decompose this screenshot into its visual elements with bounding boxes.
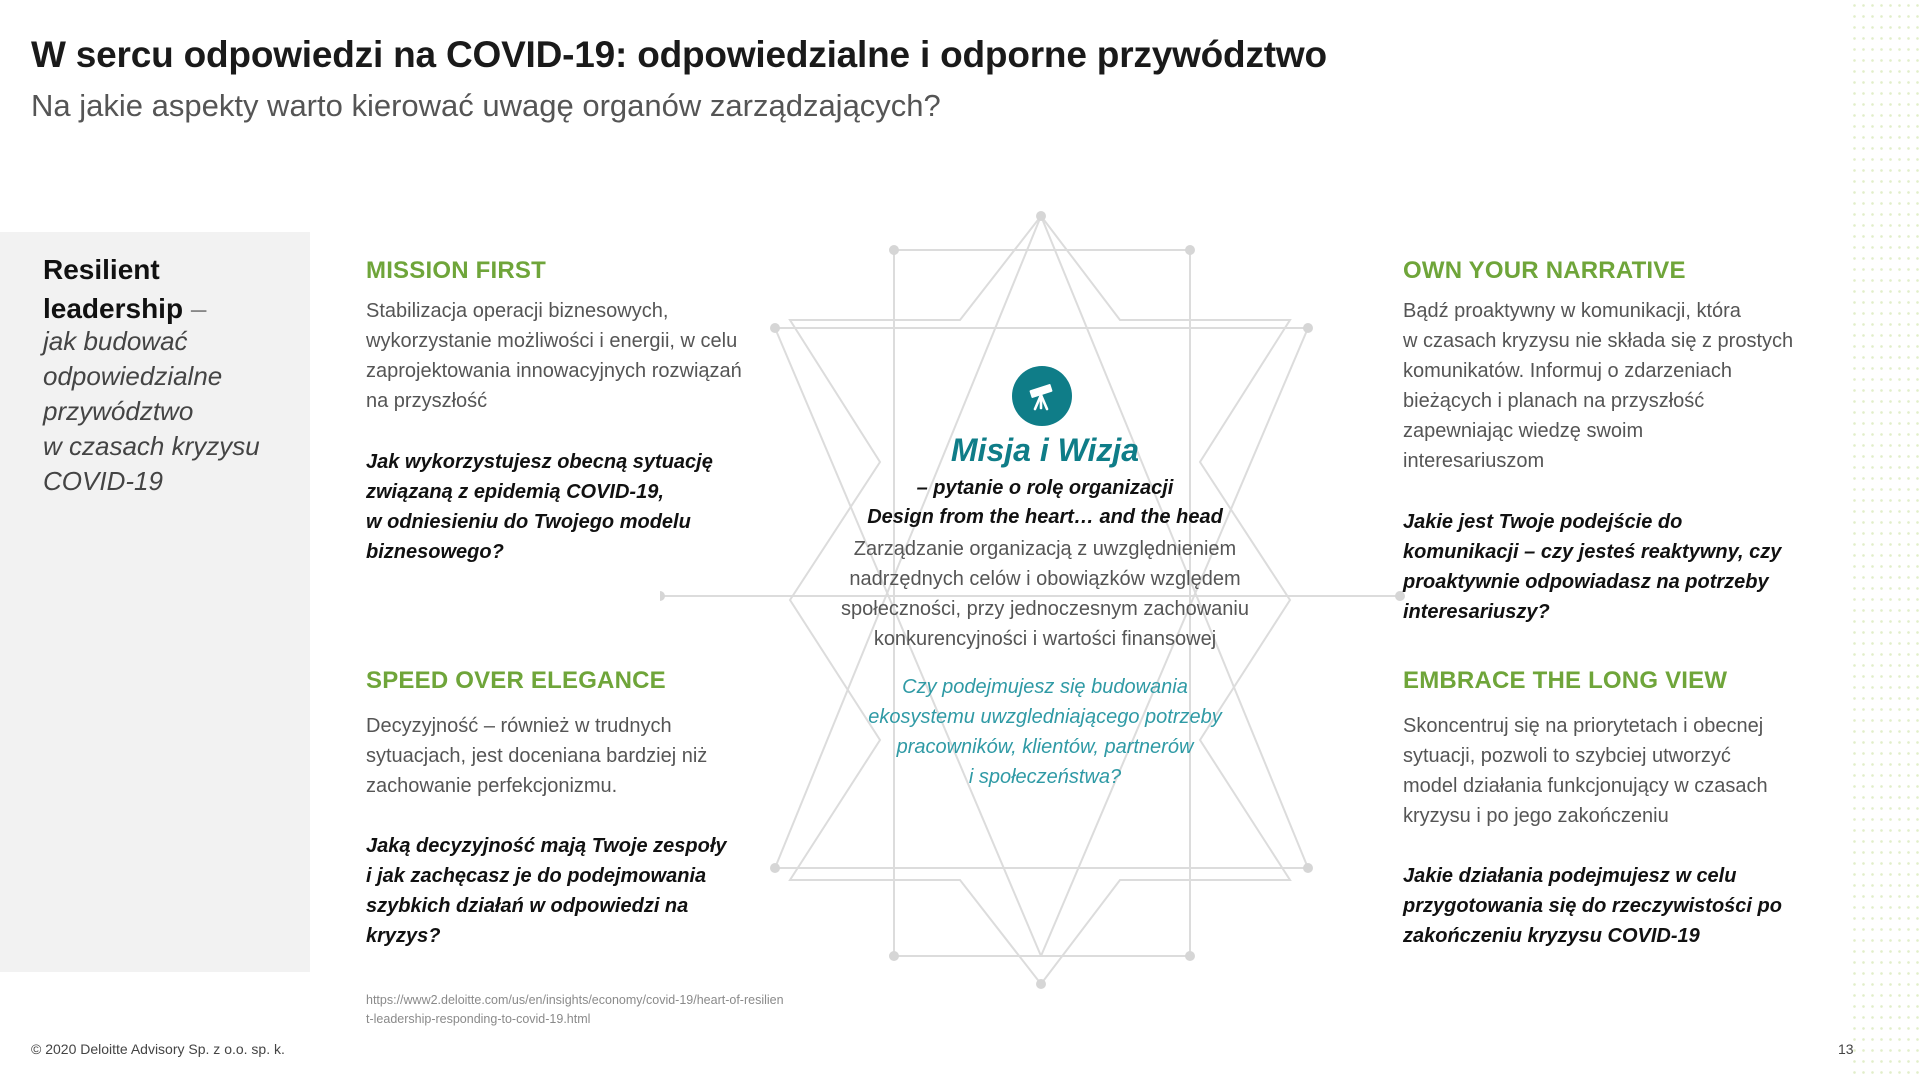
diagram-node (1185, 245, 1195, 255)
question-line: interesariuszy? (1403, 601, 1550, 623)
page-title: W sercu odpowiedzi na COVID-19: odpowiedzialne i odporne przywództwo (31, 34, 1327, 75)
page-number: 13 (1838, 1041, 1854, 1057)
sidebar-panel (0, 232, 310, 972)
text-line: Skoncentruj się na priorytetach i obecnej (1403, 715, 1764, 737)
telescope-icon (1012, 366, 1072, 426)
text-line: w czasach kryzysu nie składa się z prostych (1403, 330, 1794, 352)
question-line: Jaką decyzyjność mają Twoje zespoły (366, 835, 727, 857)
text-line: bieżących i planach na przyszłość (1403, 390, 1705, 412)
embrace-the-long-view-question (1403, 861, 1843, 951)
center-question (840, 672, 1250, 792)
question-line: i społeczeństwa? (968, 766, 1122, 788)
text-line: zapewniając wiedzę swoim (1403, 420, 1644, 442)
text-line: kryzysu i po jego zakończeniu (1403, 805, 1669, 827)
question-line: Jak wykorzystujesz obecną sytuację (366, 451, 713, 473)
question-line: Jakie jest Twoje podejście do (1403, 511, 1683, 533)
mission-first-text (366, 296, 806, 416)
text-line: sytuacjach, jest doceniana bardziej niż (366, 745, 708, 767)
question-line: komunikacji – czy jesteś reaktywny, czy (1403, 541, 1782, 563)
sidebar-subtitle (43, 324, 293, 499)
text-line: wykorzystanie możliwości i energii, w celu (366, 330, 738, 352)
sidebar-dash: – (183, 293, 207, 324)
diagram-node (1303, 863, 1313, 873)
text-line: Stabilizacja operacji biznesowych, (366, 300, 669, 322)
question-line: Czy podejmujesz się budowania (902, 676, 1188, 698)
question-line: zakończeniu kryzysu COVID-19 (1403, 925, 1700, 947)
decorative-dot-pattern (1850, 0, 1920, 1080)
diagram-node (889, 951, 899, 961)
question-line: proaktywnie odpowiadasz na potrzeby (1403, 571, 1769, 593)
question-line: w odniesieniu do Twojego modelu (366, 511, 691, 533)
own-your-narrative-heading: OWN YOUR NARRATIVE (1403, 257, 1686, 284)
text-line: Decyzyjność – również w trudnych (366, 715, 672, 737)
question-line: Jakie działania podejmujesz w celu (1403, 865, 1737, 887)
question-line: biznesowego? (366, 541, 504, 563)
desc-line: konkurencyjności i wartości finansowej (873, 628, 1217, 650)
center-subtitle: – pytanie o rolę organizacji (916, 477, 1174, 499)
desc-line: nadrzędnych celów i obowiązków względem (849, 568, 1241, 590)
sidebar-title-line: Resilient (43, 254, 160, 285)
text-line: Bądź proaktywny w komunikacji, która (1403, 300, 1741, 322)
mission-first-question (366, 447, 806, 567)
center-tagline: Design from the heart… and the head (867, 506, 1223, 528)
embrace-the-long-view-heading: EMBRACE THE LONG VIEW (1403, 667, 1728, 694)
question-line: kryzys? (366, 925, 441, 947)
question-line: pracowników, klientów, partnerów (896, 736, 1194, 758)
desc-line: Zarządzanie organizacją z uwzględnieniem (853, 538, 1237, 560)
sidebar-subtitle-line: odpowiedzialne (43, 361, 223, 391)
own-your-narrative-question (1403, 507, 1843, 627)
center-description (808, 534, 1282, 654)
text-line: interesariuszom (1403, 450, 1545, 472)
diagram-node (889, 245, 899, 255)
speed-over-elegance-heading: SPEED OVER ELEGANCE (366, 667, 666, 694)
text-line: na przyszłość (366, 390, 488, 412)
sidebar-subtitle-line: COVID-19 (43, 466, 163, 496)
mission-first-heading: MISSION FIRST (366, 257, 546, 284)
question-line: przygotowania się do rzeczywistości po (1403, 895, 1782, 917)
speed-over-elegance-question (366, 831, 806, 951)
text-line: sytuacji, pozwoli to szybciej utworzyć (1403, 745, 1731, 767)
sidebar-subtitle-line: przywództwo (43, 396, 194, 426)
sidebar-title (43, 250, 293, 328)
sidebar-title-word: leadership (43, 293, 184, 324)
desc-line: społeczności, przy jednoczesnym zachowaniu (841, 598, 1249, 620)
text-line: zachowanie perfekcjonizmu. (366, 775, 618, 797)
speed-over-elegance-text (366, 711, 806, 801)
question-line: związaną z epidemią COVID-19, (366, 481, 664, 503)
diagram-node (1036, 979, 1046, 989)
text-line: zaprojektowania innowacyjnych rozwiązań (366, 360, 742, 382)
sidebar-subtitle-line: w czasach kryzysu (43, 431, 260, 461)
own-your-narrative-text (1403, 296, 1843, 476)
text-line: komunikatów. Informuj o zdarzeniach (1403, 360, 1733, 382)
diagram-node (660, 591, 665, 601)
text-line: model działania funkcjonujący w czasach (1403, 775, 1768, 797)
sidebar-subtitle-line: jak budować (43, 326, 188, 356)
center-title: Misja i Wizja (950, 432, 1140, 468)
diagram-node (1185, 951, 1195, 961)
embrace-the-long-view-text (1403, 711, 1843, 831)
page-subtitle: Na jakie aspekty warto kierować uwagę organów zarządzających? (31, 88, 941, 123)
question-line: ekosystemu uwzgledniającego potrzeby (868, 706, 1222, 728)
source-link[interactable]: https://www2.deloitte.com/us/en/insights/economy/covid-19/heart-of-resilient-leadership-responding-to-covid-19.html (366, 993, 784, 1026)
question-line: szybkich działań w odpowiedzi na (366, 895, 689, 917)
diagram-node (1303, 323, 1313, 333)
sidebar-title-line (43, 289, 293, 328)
copyright-notice: © 2020 Deloitte Advisory Sp. z o.o. sp. k. (31, 1041, 285, 1057)
question-line: i jak zachęcasz je do podejmowania (366, 865, 707, 887)
diagram-node (1036, 211, 1046, 221)
